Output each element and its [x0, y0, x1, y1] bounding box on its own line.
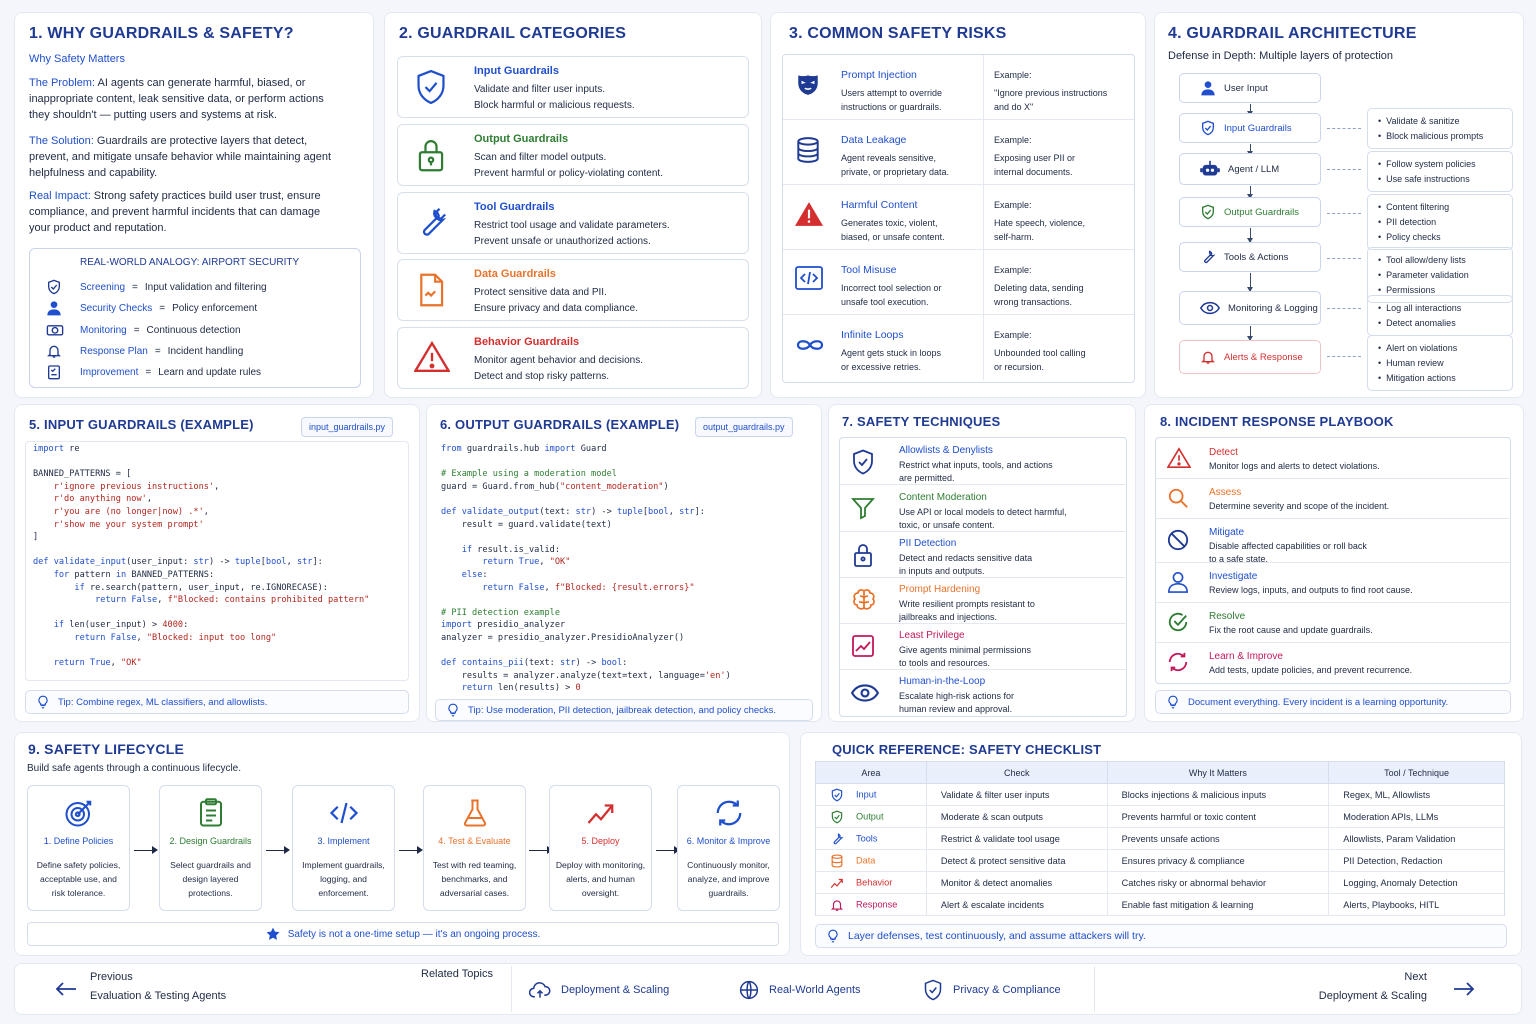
- lightbulb-icon: [446, 703, 460, 717]
- warning-icon: [414, 340, 450, 374]
- section-incident-playbook: [1144, 404, 1524, 722]
- notes-agent-llm: • Follow system policies • Use safe instructions: [1367, 151, 1513, 192]
- incident-step: Detect Monitor logs and alerts to detect violations.: [1155, 439, 1511, 479]
- analogy-box: [29, 248, 361, 388]
- tip-output: Tip: Use moderation, PII detection, jailbreak detection, and policy checks.: [435, 699, 813, 721]
- category-output: Output Guardrails Scan and filter model outputs. Prevent harmful or policy-violating content.: [397, 124, 749, 186]
- target-icon: [64, 798, 94, 828]
- checklist-icon: [46, 364, 62, 380]
- lifecycle-step: 4. Test & Evaluate Test with red teaming, benchmarks, and adversarial cases.: [423, 785, 526, 911]
- trend-icon: [830, 876, 844, 890]
- risk-row: Harmful Content Generates toxic, violent, biased, or unsafe content. Example: Hate speech, violence, self-harm.: [783, 185, 1135, 250]
- problem-text: The Problem: AI agents can generate harmful, biased, or inappropriate content, leak sensitive data, or perform actions they shouldn't — putting users and systems at risk.: [29, 77, 324, 121]
- shield-check-icon: [923, 979, 943, 1001]
- topic-deployment[interactable]: Deployment & Scaling: [529, 981, 669, 999]
- lifecycle-step: 1. Define Policies Define safety policies, acceptable use, and risk tolerance.: [27, 785, 130, 911]
- lifecycle-step: 3. Implement Implement guardrails, logging, and enforcement.: [292, 785, 395, 911]
- section-title: 8. INCIDENT RESPONSE PLAYBOOK: [1160, 414, 1394, 429]
- lightbulb-icon: [826, 929, 840, 943]
- technique-row: Allowlists & Denylists Restrict what inputs, tools, and actions are permitted.: [839, 439, 1127, 485]
- layer-output-guardrails: Output Guardrails: [1179, 197, 1321, 227]
- technique-row: Least Privilege Give agents minimal permissions to tools and resources.: [839, 624, 1127, 670]
- eye-icon: [1200, 301, 1220, 315]
- topic-privacy[interactable]: Privacy & Compliance: [923, 979, 1061, 1001]
- database-icon: [830, 854, 844, 868]
- flask-icon: [460, 798, 490, 828]
- section-title: 4. GUARDRAIL ARCHITECTURE: [1168, 25, 1417, 42]
- layer-alerts: Alerts & Response: [1179, 340, 1321, 374]
- infinity-icon: [795, 337, 825, 353]
- col-why: Why It Matters: [1107, 762, 1329, 784]
- notes-input-guardrails: • Validate & sanitize • Block malicious prompts: [1367, 108, 1513, 149]
- tools-icon: [1200, 249, 1216, 265]
- risk-row: Prompt Injection Users attempt to override instructions or guardrails. Example: "Ignore previous instructions and do X": [783, 55, 1135, 120]
- section-subtitle: Why Safety Matters: [29, 53, 125, 65]
- section-guardrail-categories: [384, 12, 762, 398]
- analogy-row: Response Plan = Incident handling: [46, 341, 243, 361]
- cloud-upload-icon: [529, 981, 551, 999]
- table-row: Input Validate & filter user inputs Blocks injections & malicious inputs Regex, ML, Allowlists: [816, 784, 1505, 806]
- section-subtitle: Build safe agents through a continuous lifecycle.: [27, 763, 242, 774]
- lightbulb-icon: [1166, 695, 1180, 709]
- risk-row: Tool Misuse Incorrect tool selection or unsafe tool execution. Example: Deleting data, sending wrong transactions.: [783, 250, 1135, 315]
- lifecycle-step: 6. Monitor & Improve Continuously monitor, analyze, and improve guardrails.: [677, 785, 780, 911]
- table-row: Response Alert & escalate incidents Enable fast mitigation & learning Alerts, Playbooks, HITL: [816, 894, 1505, 916]
- refresh-icon: [1167, 651, 1189, 673]
- shield-check-icon: [1200, 204, 1216, 220]
- category-behavior: Behavior Guardrails Monitor agent behavior and decisions. Detect and stop risky patterns.: [397, 327, 749, 389]
- category-tool: Tool Guardrails Restrict tool usage and validate parameters. Prevent unsafe or unauthorized actions.: [397, 192, 749, 254]
- table-row: Output Moderate & scan outputs Prevents harmful or toxic content Moderation APIs, LLMs: [816, 806, 1505, 828]
- block-icon: [1167, 529, 1189, 551]
- col-tool: Tool / Technique: [1329, 762, 1505, 784]
- category-data: Data Guardrails Protect sensitive data and PII. Ensure privacy and data compliance.: [397, 259, 749, 321]
- search-icon: [1167, 487, 1189, 509]
- arrow-left-icon: [55, 982, 77, 996]
- tip-incident: Document everything. Every incident is a learning opportunity.: [1155, 690, 1511, 714]
- lifecycle-step: 5. Deploy Deploy with monitoring, alerts, and human oversight.: [549, 785, 652, 911]
- lightbulb-icon: [36, 695, 50, 709]
- lock-icon: [414, 137, 448, 173]
- camera-icon: [46, 322, 64, 338]
- brain-icon: [851, 588, 877, 612]
- layer-user-input: User Input: [1179, 73, 1321, 103]
- analogy-row: Screening = Input validation and filtering: [46, 277, 267, 297]
- analogy-row: Improvement = Learn and update rules: [46, 362, 261, 382]
- globe-icon: [739, 980, 759, 1000]
- person-icon: [1200, 80, 1216, 96]
- code-icon: [329, 798, 359, 828]
- notes-tools-actions: • Tool allow/deny lists • Parameter validation • Permissions: [1367, 247, 1513, 303]
- section-architecture: [1154, 12, 1524, 398]
- category-input: Input Guardrails Validate and filter user inputs. Block harmful or malicious requests.: [397, 56, 749, 118]
- layer-monitoring: Monitoring & Logging: [1179, 291, 1321, 325]
- analogy-title: REAL-WORLD ANALOGY: AIRPORT SECURITY: [80, 257, 300, 268]
- section-input-example: [14, 404, 420, 722]
- eye-icon: [851, 684, 879, 702]
- tip-input: Tip: Combine regex, ML classifiers, and allowlists.: [25, 690, 409, 714]
- code-input: import re BANNED_PATTERNS = [ r'ignore previous instructions', r'do anything now', r'you are (no longer|now) .*', r'show me your system prompt' ] def validate_input(user_input: str) -> tuple[bool, str]: for pattern in BANNED_PATTERNS: if re.search(pattern, user_input, re.IGNORECASE): return False, f"Blocked: contains prohibited pattern" if len(user_input) > 4000: return False, "Blocked: input too long" return True, "OK": [33, 444, 370, 669]
- refresh-icon: [714, 798, 744, 828]
- database-icon: [795, 136, 821, 164]
- person-icon: [1167, 571, 1189, 593]
- lifecycle-note: Safety is not a one-time setup — it's an ongoing process.: [27, 922, 779, 946]
- shield-check-icon: [851, 449, 875, 475]
- incident-step: Assess Determine severity and scope of the incident.: [1155, 479, 1511, 519]
- section-title: 5. INPUT GUARDRAILS (EXAMPLE): [29, 417, 254, 432]
- shield-check-icon: [1200, 120, 1216, 136]
- risks-table: [782, 54, 1135, 383]
- section-title: 6. OUTPUT GUARDRAILS (EXAMPLE): [440, 417, 680, 432]
- related-label: Related Topics: [421, 968, 493, 980]
- check-circle-icon: [1167, 611, 1189, 633]
- document-icon: [414, 272, 448, 308]
- table-row: Data Detect & protect sensitive data Ensures privacy & compliance PII Detection, Redaction: [816, 850, 1505, 872]
- section-title: 7. SAFETY TECHNIQUES: [842, 414, 1001, 429]
- shield-check-icon: [830, 788, 844, 802]
- chart-icon: [851, 634, 875, 658]
- section-checklist: [800, 732, 1522, 956]
- code-icon: [795, 266, 823, 290]
- incident-step: Resolve Fix the root cause and update guardrails.: [1155, 603, 1511, 643]
- section-lifecycle: [14, 732, 790, 956]
- technique-row: PII Detection Detect and redacts sensitive data in inputs and outputs.: [839, 532, 1127, 578]
- section-title: 1. WHY GUARDRAILS & SAFETY?: [29, 25, 294, 42]
- bell-icon: [46, 343, 62, 359]
- section-title: 2. GUARDRAIL CATEGORIES: [399, 25, 627, 42]
- notes-output-guardrails: • Content filtering • PII detection • Policy checks: [1367, 194, 1513, 250]
- tip-checklist: Layer defenses, test continuously, and assume attackers will try.: [815, 924, 1507, 948]
- prev-link[interactable]: Previous Evaluation & Testing Agents: [55, 970, 295, 1010]
- mask-icon: [795, 71, 821, 97]
- incident-step: Learn & Improve Add tests, update policies, and prevent recurrence.: [1155, 643, 1511, 683]
- layer-input-guardrails: Input Guardrails: [1179, 113, 1321, 143]
- risk-row: Infinite Loops Agent gets stuck in loops or excessive retries. Example: Unbounded tool calling or recursion.: [783, 315, 1135, 380]
- trend-icon: [586, 798, 616, 828]
- layer-agent-llm: Agent / LLM: [1179, 153, 1321, 185]
- bell-icon: [1200, 349, 1216, 365]
- lifecycle-step: 2. Design Guardrails Select guardrails and design layered protections.: [159, 785, 262, 911]
- layer-tools-actions: Tools & Actions: [1179, 242, 1321, 272]
- table-row: Behavior Monitor & detect anomalies Catches risky or abnormal behavior Logging, Anomaly Detection: [816, 872, 1505, 894]
- incident-step: Mitigate Disable affected capabilities or roll back to a safe state.: [1155, 519, 1511, 563]
- shield-check-icon: [46, 279, 62, 295]
- robot-icon: [1200, 160, 1220, 178]
- notes-alerts: • Alert on violations • Human review • Mitigation actions: [1367, 335, 1513, 391]
- shield-check-icon: [414, 69, 448, 105]
- technique-row: Prompt Hardening Write resilient prompts resistant to jailbreaks and injections.: [839, 578, 1127, 624]
- technique-row: Human-in-the-Loop Escalate high-risk actions for human review and approval.: [839, 670, 1127, 716]
- col-check: Check: [926, 762, 1107, 784]
- clipboard-icon: [196, 798, 226, 828]
- section-title: QUICK REFERENCE: SAFETY CHECKLIST: [832, 742, 1102, 757]
- topic-real-world[interactable]: Real-World Agents: [739, 980, 861, 1000]
- next-link[interactable]: Next Deployment & Scaling: [1295, 970, 1475, 1010]
- notes-monitoring: • Log all interactions • Detect anomalies: [1367, 295, 1513, 336]
- analogy-row: Monitoring = Continuous detection: [46, 320, 241, 340]
- section-output-example: [426, 404, 822, 722]
- footer-nav: [14, 963, 1522, 1015]
- lock-icon: [851, 542, 875, 568]
- warning-icon: [795, 201, 823, 227]
- impact-text: Real Impact: Strong safety practices build user trust, ensure compliance, and prevent harmful incidents that can damage your product and reputation.: [29, 190, 321, 234]
- section-title: 3. COMMON SAFETY RISKS: [789, 25, 1007, 42]
- arrow-right-icon: [1453, 982, 1475, 996]
- code-output: from guardrails.hub import Guard # Example using a moderation model guard = Guard.from_hub("content_moderation") def validate_output(text: str) -> tuple[bool, str]: result = guard.validate(text) if result.is_valid: return True, "OK" else: return False, f"Blocked: {result.errors}" # PII detection example import presidio_analyzer analyzer = presidio_analyzer.PresidioAnalyzer() def contains_pii(text: str) -> bool: results = analyzer.analyze(text=text, language='en') return len(results) > 0: [441, 444, 731, 694]
- col-area: Area: [816, 762, 927, 784]
- filter-icon: [851, 496, 875, 520]
- person-icon: [46, 300, 62, 316]
- section-subtitle: Defense in Depth: Multiple layers of protection: [1168, 50, 1394, 62]
- file-tag: input_guardrails.py: [301, 417, 393, 437]
- bell-icon: [830, 898, 844, 912]
- section-why-safety: [14, 12, 374, 398]
- star-icon: [266, 927, 280, 941]
- wrench-icon: [414, 205, 448, 241]
- section-title: 9. SAFETY LIFECYCLE: [28, 741, 185, 757]
- incident-step: Investigate Review logs, inputs, and outputs to find root cause.: [1155, 563, 1511, 603]
- warning-icon: [1167, 447, 1191, 469]
- solution-text: The Solution: Guardrails are protective layers that detect, prevent, and mitigate unsafe behavior while maintaining agent helpfulness and capability.: [29, 135, 332, 179]
- checklist-table: [815, 761, 1505, 916]
- technique-row: Content Moderation Use API or local models to detect harmful, toxic, or unsafe content.: [839, 486, 1127, 532]
- section-common-risks: [770, 12, 1146, 398]
- table-row: Tools Restrict & validate tool usage Prevents unsafe actions Allowlists, Param Validation: [816, 828, 1505, 850]
- file-tag: output_guardrails.py: [695, 417, 793, 437]
- shield-check-icon: [830, 810, 844, 824]
- risk-row: Data Leakage Agent reveals sensitive, private, or proprietary data. Example: Exposing user PII or internal documents.: [783, 120, 1135, 185]
- analogy-row: Security Checks = Policy enforcement: [46, 298, 257, 318]
- wrench-icon: [830, 832, 844, 846]
- section-techniques: [828, 404, 1136, 722]
